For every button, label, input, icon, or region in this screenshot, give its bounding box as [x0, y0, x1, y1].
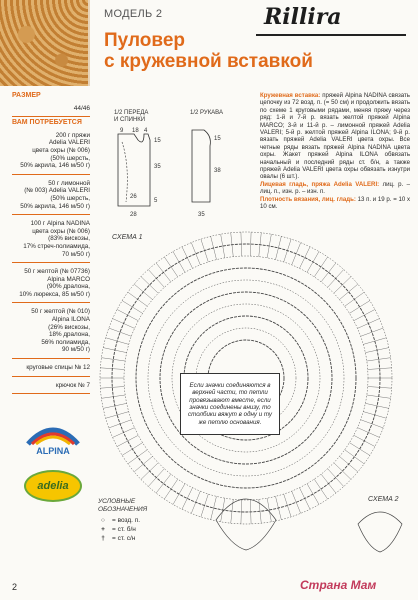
- material-line: цвета охры (№ 006): [32, 227, 90, 235]
- material-line: 70 м/50 г): [62, 250, 90, 258]
- legend-text: = ст. с/н: [112, 535, 136, 542]
- scheme-stitch: [164, 257, 177, 277]
- legend-item: [98, 534, 160, 543]
- scheme-stitch: [106, 412, 129, 419]
- material-line: круговые спицы № 12: [26, 364, 90, 372]
- scheme-stitch: [109, 420, 132, 428]
- page-number: 2: [12, 582, 18, 592]
- instructions-stockinette: [260, 181, 410, 196]
- scheme-stitch: [134, 456, 152, 471]
- material-line: (26% вискозы,: [48, 323, 90, 331]
- scheme-stitch: [354, 309, 375, 320]
- front-dim-0: 9: [120, 128, 124, 134]
- lace-photo-corner: [0, 0, 90, 86]
- materials-list: [12, 129, 90, 394]
- front-label-1: 1/2 ПЕРЕДА: [114, 110, 149, 116]
- material-line: 90 м/50 г): [62, 346, 90, 354]
- material-line: 50% акрила, 146 м/50 г): [20, 162, 90, 170]
- material-block: [12, 129, 90, 175]
- scheme-stitch: [173, 252, 185, 273]
- scheme-stitch: [299, 488, 310, 510]
- instructions-gauge: [260, 196, 410, 211]
- scheme-stitch: [284, 239, 291, 262]
- material-block: [12, 177, 90, 215]
- scheme-stitch: [349, 443, 369, 456]
- scheme-stitch: [328, 469, 344, 487]
- material-line: 50% акрила, 146 м/50 г): [20, 202, 90, 210]
- legend-item: [98, 525, 160, 534]
- alpina-logo-text: ALPINA: [36, 446, 70, 456]
- material-line: 50 г желтой (№ 010): [31, 308, 90, 316]
- material-line: 10% люрекса, 85 м/50 г): [19, 290, 90, 298]
- scheme-stitch: [361, 328, 384, 336]
- legend-rows: [98, 516, 160, 543]
- scheme-stitch: [363, 412, 386, 419]
- front-dim-4: 35: [154, 164, 161, 170]
- scheme2-motif: [358, 512, 402, 552]
- scheme-stitch: [357, 319, 379, 329]
- scheme-stitch: [307, 252, 319, 273]
- page-title: [104, 30, 313, 72]
- material-line: (50% шерсть,: [50, 154, 90, 162]
- material-line: (50% шерсть,: [50, 194, 90, 202]
- scheme-stitch: [134, 284, 152, 299]
- scheme-stitch: [345, 450, 364, 464]
- scheme-stitch: [357, 428, 379, 438]
- scheme-stitch: [117, 309, 138, 320]
- scheme-stitch: [128, 450, 147, 464]
- scheme-stitch: [173, 484, 185, 505]
- scheme-stitch: [106, 338, 129, 345]
- sleeve-dim-2: 35: [198, 212, 205, 218]
- scheme-stitch: [276, 236, 282, 259]
- material-line: 56% полиамида,: [41, 338, 90, 346]
- material-line: 50 г лимонной: [48, 179, 90, 187]
- legend-item: [98, 516, 160, 525]
- scheme-stitch: [122, 443, 142, 456]
- gauge-body: 13 п. и 19 р. = 10 х 10 см.: [260, 195, 411, 211]
- legend-symbol: ○: [101, 517, 105, 524]
- material-line: 17% стреч-полиамида,: [23, 242, 90, 250]
- material-block: [12, 361, 90, 377]
- front-dim-5: 5: [154, 198, 158, 204]
- scheme-stitch: [201, 494, 208, 517]
- scheme-stitch: [128, 292, 147, 306]
- scheme-stitch: [122, 301, 142, 314]
- adelia-logo: adelia: [24, 470, 82, 502]
- scheme-stitch: [211, 236, 217, 259]
- title-line-1: Пуловер: [104, 30, 186, 51]
- title-line-2: с кружевной вставкой: [104, 51, 313, 72]
- watermark: Страна Мам: [300, 578, 377, 592]
- scheme-stitch: [345, 292, 364, 306]
- instructions-lace: [260, 92, 410, 181]
- material-block: [12, 217, 90, 263]
- pattern-diagrams: [104, 106, 250, 222]
- sleeve-pattern-shape: [192, 130, 210, 202]
- material-line: 18% дралона,: [48, 331, 90, 339]
- material-line: (83% вискозы,: [48, 235, 90, 243]
- gauge-heading: Плотность вязания, лиц. гладь:: [260, 195, 356, 203]
- scheme-stitch: [276, 496, 282, 519]
- legend-text: = ст. б/н: [112, 526, 136, 533]
- legend-symbol: +: [101, 526, 105, 533]
- lace-body: пряжей Alpina NADINA связать цепочку из 72 возд. п. (= 50 см) и продолжить вязать по схеме 1 круговыми рядами, меняя пряжу через ряд: 1-й и 7-й р. вязать желтой пряжей Alpina MARCO; 3-й и 11-й р. – лимонной пряжей Adelia VALERI; 5-й р. желтой пряжей Alpina ILONA; 9-й р. вязать пряжей Adelia VALERI цвета охры. Все четные ряды вязать пряжей Alpina NADINA цвета охры. Жакет пряжей Alpina ILONA обвязать начальный и последний ряды ст. б/н, а также пряжей Adelia VALERI цвета охры обвязать изнутри овалы (6 шт.).: [260, 92, 410, 181]
- scheme-note: Если значки соединяются в верхней части, то петли провязывают вместе, если значки соединены внизу, то столбики вяжут в одну и ту же петлю основания.: [180, 373, 280, 435]
- scheme-stitch: [314, 479, 327, 499]
- material-line: (90% дралона,: [46, 283, 90, 291]
- sleeve-dim-0: 15: [214, 136, 221, 142]
- legend-title: УСЛОВНЫЕ ОБОЗНАЧЕНИЯ: [98, 498, 148, 513]
- material-block: [12, 265, 90, 303]
- scheme-stitch: [299, 247, 310, 269]
- lace-heading: Кружевная вставка:: [260, 92, 321, 99]
- scheme-stitch: [211, 496, 217, 519]
- model-label: МОДЕЛЬ 2: [104, 8, 163, 20]
- front-lace-line: [122, 142, 127, 202]
- scheme-stitch: [361, 420, 384, 428]
- scheme-stitch: [156, 263, 171, 282]
- material-line: цвета охры (№ 006): [32, 146, 90, 154]
- stockinette-body: лиц. р. – лиц. п., изн. р. – изн. п.: [260, 180, 410, 196]
- scheme-stitch: [365, 348, 388, 353]
- scheme-stitch: [156, 474, 171, 493]
- sleeve-dim-1: 38: [214, 168, 221, 174]
- scheme-stitch: [349, 301, 369, 314]
- materials-heading: ВАМ ПОТРЕБУЕТСЯ: [12, 119, 82, 127]
- size-heading: РАЗМЕР: [12, 92, 41, 99]
- alpina-logo: [22, 418, 84, 458]
- front-dim-1: 18: [132, 128, 139, 134]
- scheme-stitch: [314, 257, 327, 277]
- front-dim-6: 26: [130, 194, 137, 200]
- brand-logo: Rillira: [264, 4, 342, 30]
- scheme1-label: СХЕМА 1: [112, 234, 143, 241]
- sleeve-label: 1/2 РУКАВА: [190, 110, 223, 116]
- material-line: Alpina MARCO: [47, 275, 90, 283]
- scheme-stitch: [339, 456, 357, 471]
- scheme-stitch: [182, 247, 193, 269]
- front-label-2: И СПИНКИ: [114, 117, 146, 123]
- scheme-stitch: [328, 270, 344, 288]
- material-line: крючок № 7: [55, 381, 90, 389]
- legend-text: = возд. п.: [112, 517, 141, 524]
- legend-symbol: †: [101, 535, 105, 542]
- material-line: 200 г пряжи: [55, 131, 90, 139]
- front-dim-7: 28: [130, 212, 137, 218]
- scheme-stitch: [148, 270, 164, 288]
- scheme-stitch: [321, 263, 336, 282]
- scheme-stitch: [354, 435, 375, 446]
- scheme-stitch: [113, 428, 135, 438]
- material-line: 100 г Alpina NADINA: [30, 220, 90, 228]
- material-line: (№ 003) Adelia VALERI: [24, 187, 90, 195]
- scheme-stitch: [109, 328, 132, 336]
- material-block: [12, 305, 90, 359]
- scheme-stitch: [117, 435, 138, 446]
- material-line: Alpina ILONA: [51, 316, 90, 324]
- material-line: Adelia VALERI: [48, 139, 90, 147]
- scheme-stitch: [292, 491, 301, 513]
- front-dim-3: 15: [154, 138, 161, 144]
- scheme-stitch: [182, 488, 193, 510]
- materials-sidebar: [12, 92, 90, 396]
- scheme2-label: СХЕМА 2: [368, 496, 399, 503]
- material-block: [12, 379, 90, 395]
- scheme-stitch: [191, 491, 200, 513]
- scheme-stitch: [292, 243, 301, 265]
- scheme-stitch: [191, 243, 200, 265]
- scheme-stitch: [284, 494, 291, 517]
- front-dim-2: 4: [144, 128, 148, 134]
- scheme-stitch: [164, 479, 177, 499]
- scheme-fan-motif: [216, 499, 276, 550]
- stockinette-heading: Лицевая гладь, пряжа Adelia VALERI:: [260, 180, 380, 188]
- scheme-stitch: [148, 469, 164, 487]
- scheme-stitch: [307, 484, 319, 505]
- size-value: 44/46: [12, 102, 90, 118]
- instructions-text: [260, 92, 410, 211]
- scheme-stitch: [321, 474, 336, 493]
- scheme-stitch: [113, 319, 135, 329]
- legend: [98, 498, 160, 543]
- scheme-stitch: [363, 338, 386, 345]
- material-line: 50 г желтой (№ 07736): [24, 268, 90, 276]
- scheme-stitch: [334, 463, 351, 480]
- scheme-stitch: [201, 239, 208, 262]
- scheme-stitch: [339, 284, 357, 299]
